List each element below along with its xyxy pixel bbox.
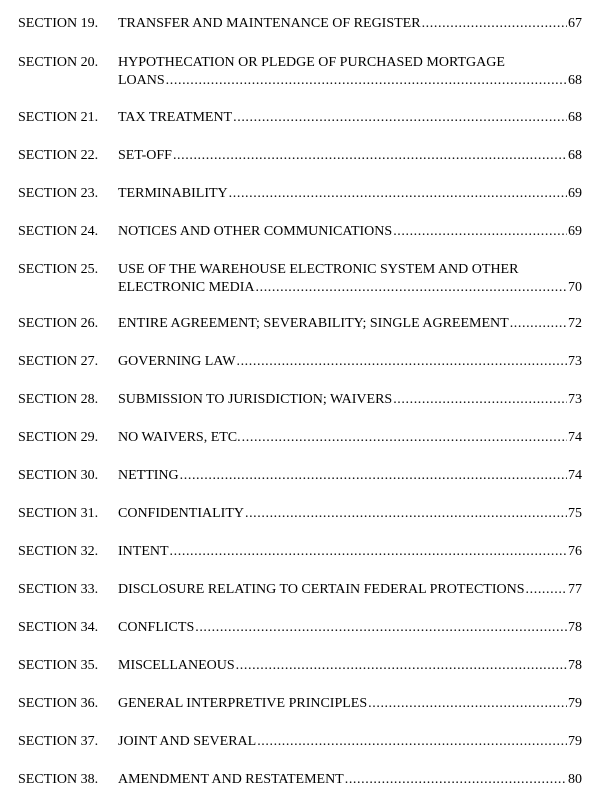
- dot-leader: [236, 657, 567, 675]
- section-title: [118, 261, 582, 297]
- section-number: SECTION 21.: [18, 110, 99, 125]
- section-title-text: INTENT: [118, 544, 169, 559]
- dot-leader: [166, 72, 567, 90]
- page-number: 69: [568, 186, 582, 201]
- section-title-text: SUBMISSION TO JURISDICTION; WAIVERS: [118, 392, 393, 407]
- section-title-text: AMENDMENT AND RESTATEMENT: [118, 772, 344, 787]
- page-number: 79: [568, 696, 582, 711]
- dot-leader: [195, 619, 567, 637]
- section-title-text: TERMINABILITY: [118, 186, 228, 201]
- page-number: 79: [568, 734, 582, 749]
- section-title-text: ELECTRONIC MEDIA: [118, 280, 255, 295]
- dot-leader: [245, 505, 567, 523]
- page-number: 75: [568, 506, 582, 521]
- dot-leader: [236, 353, 567, 371]
- section-number: SECTION 32.: [18, 544, 99, 559]
- dot-leader: [368, 695, 567, 713]
- page-number: 73: [568, 392, 582, 407]
- page-number: 69: [568, 224, 582, 239]
- section-number: SECTION 38.: [18, 772, 99, 787]
- section-title-line-1: USE OF THE WAREHOUSE ELECTRONIC SYSTEM AND OTHER: [118, 262, 519, 277]
- section-title-text: CONFLICTS: [118, 620, 195, 635]
- section-title-text: NO WAIVERS, ETC.: [118, 430, 241, 445]
- section-title: [118, 147, 582, 165]
- section-number: SECTION 27.: [18, 354, 99, 369]
- section-title: [118, 581, 582, 599]
- section-title: [118, 543, 582, 561]
- section-number: SECTION 23.: [18, 186, 99, 201]
- section-number: SECTION 26.: [18, 316, 99, 331]
- section-title: [118, 353, 582, 371]
- dot-leader: [393, 223, 567, 241]
- section-number: SECTION 37.: [18, 734, 99, 749]
- section-number: SECTION 35.: [18, 658, 99, 673]
- page-number: 72: [568, 316, 582, 331]
- page-number: 78: [568, 658, 582, 673]
- page-number: 78: [568, 620, 582, 635]
- dot-leader: [256, 279, 568, 297]
- section-title-text: GOVERNING LAW: [118, 354, 236, 369]
- section-title: [118, 619, 582, 637]
- section-title: [118, 315, 582, 333]
- section-title: [118, 505, 582, 523]
- section-title: [118, 391, 582, 409]
- section-title-line-1: HYPOTHECATION OR PLEDGE OF PURCHASED MORTGAGE: [118, 55, 505, 70]
- dot-leader: [257, 733, 567, 751]
- section-title-text: CONFIDENTIALITY: [118, 506, 244, 521]
- section-title: [118, 185, 582, 203]
- page-number: 73: [568, 354, 582, 369]
- section-title: [118, 109, 582, 127]
- section-title: [118, 54, 582, 90]
- dot-leader: [170, 543, 567, 561]
- page-number: 77: [568, 582, 582, 597]
- section-title: [118, 771, 582, 789]
- section-number: SECTION 25.: [18, 262, 99, 277]
- dot-leader: [233, 109, 567, 127]
- page-number: 74: [568, 430, 582, 445]
- section-number: SECTION 31.: [18, 506, 99, 521]
- section-title-text: GENERAL INTERPRETIVE PRINCIPLES: [118, 696, 368, 711]
- section-title: [118, 223, 582, 241]
- dot-leader: [345, 771, 567, 789]
- page-number: 67: [568, 16, 582, 31]
- section-number: SECTION 33.: [18, 582, 99, 597]
- section-number: SECTION 36.: [18, 696, 99, 711]
- section-title: [118, 695, 582, 713]
- section-number: SECTION 19.: [18, 16, 99, 31]
- dot-leader: [510, 315, 567, 333]
- section-title: [118, 429, 582, 447]
- section-title: [118, 467, 582, 485]
- section-number: SECTION 29.: [18, 430, 99, 445]
- dot-leader: [393, 391, 567, 409]
- dot-leader: [173, 147, 567, 165]
- section-title-text: SET-OFF: [118, 148, 172, 163]
- page-number: 70: [568, 280, 582, 295]
- page-number: 68: [568, 73, 582, 88]
- page-number: 68: [568, 110, 582, 125]
- section-title: [118, 657, 582, 675]
- dot-leader: [242, 429, 567, 447]
- section-title: [118, 733, 582, 751]
- page-number: 80: [568, 772, 582, 787]
- section-title-text: TAX TREATMENT: [118, 110, 233, 125]
- section-number: SECTION 22.: [18, 148, 99, 163]
- dot-leader: [422, 15, 567, 33]
- dot-leader: [180, 467, 567, 485]
- section-number: SECTION 30.: [18, 468, 99, 483]
- section-number: SECTION 28.: [18, 392, 99, 407]
- section-number: SECTION 34.: [18, 620, 99, 635]
- page-number: 76: [568, 544, 582, 559]
- section-title-text: NOTICES AND OTHER COMMUNICATIONS: [118, 224, 393, 239]
- section-title-text: NETTING: [118, 468, 179, 483]
- section-number: SECTION 20.: [18, 55, 99, 70]
- dot-leader: [229, 185, 567, 203]
- section-title-text: DISCLOSURE RELATING TO CERTAIN FEDERAL PROTECTIONS: [118, 582, 525, 597]
- page-number: 68: [568, 148, 582, 163]
- section-title-text: TRANSFER AND MAINTENANCE OF REGISTER: [118, 16, 421, 31]
- page-number: 74: [568, 468, 582, 483]
- section-title: [118, 15, 582, 33]
- dot-leader: [526, 581, 567, 599]
- section-title-text: LOANS: [118, 73, 165, 88]
- section-title-text: JOINT AND SEVERAL: [118, 734, 257, 749]
- section-title-text: ENTIRE AGREEMENT; SEVERABILITY; SINGLE AGREEMENT: [118, 316, 509, 331]
- section-number: SECTION 24.: [18, 224, 99, 239]
- section-title-text: MISCELLANEOUS: [118, 658, 235, 673]
